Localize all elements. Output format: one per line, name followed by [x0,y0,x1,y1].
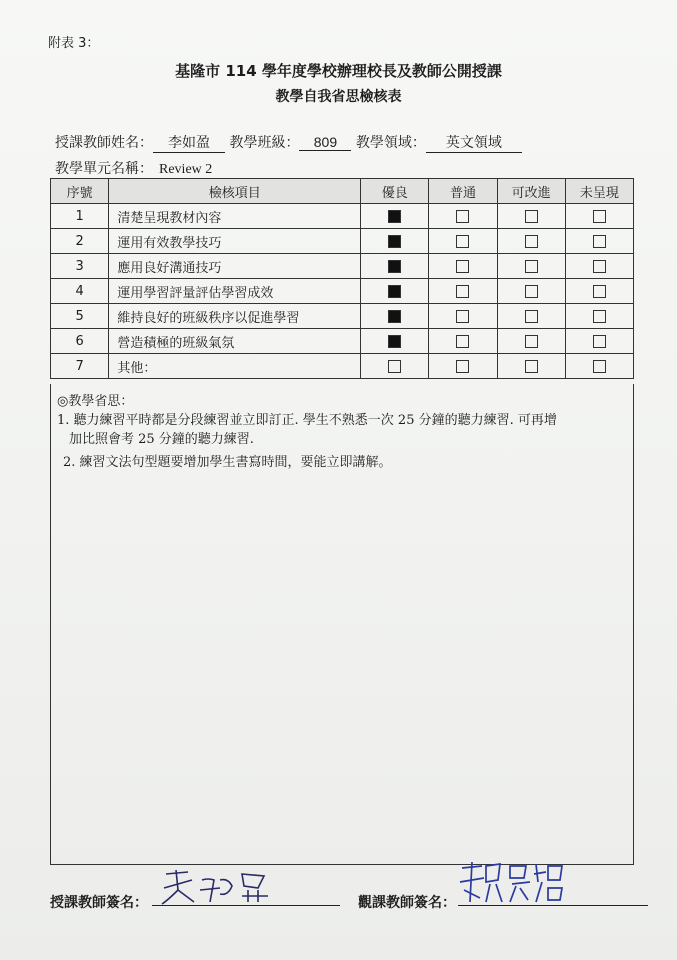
mark-cell-excellent [361,254,429,279]
mark-cell-average [429,204,497,229]
table-row [51,229,634,254]
domain-label: 教學領域： [355,135,426,151]
mark-cell-not-shown [565,254,633,279]
row-number: 2 [51,229,109,254]
mark-cell-excellent [361,229,429,254]
table-row [51,304,634,329]
row-number: 1 [51,204,109,229]
document-title: 基隆市 114 學年度學校辦理校長及教師公開授課 [175,62,502,80]
header-excellent: 優良 [361,179,429,204]
mark-cell-average [429,254,497,279]
row-number: 3 [51,254,109,279]
empty-box-icon [593,285,606,298]
empty-box-icon [593,360,606,373]
empty-box-icon [525,235,538,248]
row-item: 應用良好溝通技巧 [109,254,361,279]
checked-box-icon [388,210,401,223]
mark-cell-average [429,279,497,304]
row-number: 7 [51,354,109,379]
empty-box-icon [456,310,469,323]
mark-cell-not-shown [565,329,633,354]
mark-cell-excellent [361,304,429,329]
mark-cell-excellent [361,354,429,379]
unit-row [55,158,243,179]
checked-box-icon [388,310,401,323]
mark-cell-not-shown [565,304,633,329]
header-item: 檢核項目 [109,179,361,204]
mark-cell-average [429,304,497,329]
mark-cell-improvable [497,329,565,354]
appendix-label: 附表 3： [48,36,100,51]
mark-cell-not-shown [565,354,633,379]
checked-box-icon [388,335,401,348]
info-row [55,132,522,153]
empty-box-icon [525,335,538,348]
empty-box-icon [456,210,469,223]
table-row [51,329,634,354]
mark-cell-excellent [361,329,429,354]
table-row [51,354,634,379]
mark-cell-not-shown [565,204,633,229]
teacher-name-value: 李如盈 [153,132,225,153]
teacher-name-label: 授課教師姓名： [55,135,153,151]
mark-cell-improvable [497,354,565,379]
row-item: 清楚呈現教材內容 [109,204,361,229]
empty-box-icon [593,260,606,273]
mark-cell-improvable [497,254,565,279]
empty-box-icon [456,235,469,248]
checklist-table [50,178,634,379]
table-header-row [51,179,634,204]
row-number: 6 [51,329,109,354]
document-subtitle: 教學自我省思檢核表 [275,89,402,105]
reflection-line-1b: 加比照會考 25 分鐘的聽力練習. [69,432,254,447]
empty-box-icon [593,310,606,323]
empty-box-icon [525,310,538,323]
row-item: 維持良好的班級秩序以促進學習 [109,304,361,329]
mark-cell-excellent [361,204,429,229]
empty-box-icon [388,360,401,373]
mark-cell-average [429,354,497,379]
row-number: 4 [51,279,109,304]
reflection-box [50,384,634,865]
header-average: 普通 [429,179,497,204]
row-item: 運用學習評量評估學習成效 [109,279,361,304]
row-item: 營造積極的班級氣氛 [109,329,361,354]
class-label: 教學班級： [229,135,300,151]
teacher-signature-label: 授課教師簽名： [50,895,148,911]
checked-box-icon [388,260,401,273]
mark-cell-excellent [361,279,429,304]
empty-box-icon [456,260,469,273]
row-item: 運用有效教學技巧 [109,229,361,254]
empty-box-icon [456,285,469,298]
mark-cell-improvable [497,304,565,329]
empty-box-icon [525,285,538,298]
mark-cell-average [429,329,497,354]
checked-box-icon [388,285,401,298]
unit-label: 教學單元名稱： [55,161,153,177]
observer-signature-image [456,858,566,908]
empty-box-icon [593,335,606,348]
header-num: 序號 [51,179,109,204]
mark-cell-improvable [497,204,565,229]
reflection-line-1a: 1. 聽力練習平時都是分段練習並立即訂正. 學生不熟悉一次 25 分鐘的聽力練習. 可再增 [57,413,557,428]
mark-cell-improvable [497,279,565,304]
reflection-label: ◎教學省思： [57,394,134,409]
empty-box-icon [525,360,538,373]
empty-box-icon [593,210,606,223]
header-not-shown: 未呈現 [565,179,633,204]
mark-cell-not-shown [565,279,633,304]
empty-box-icon [525,260,538,273]
header-improvable: 可改進 [497,179,565,204]
empty-box-icon [456,360,469,373]
row-item: 其他： [109,354,361,379]
table-row [51,254,634,279]
row-number: 5 [51,304,109,329]
table-row [51,204,634,229]
unit-value: Review 2 [153,162,243,179]
mark-cell-improvable [497,229,565,254]
mark-cell-not-shown [565,229,633,254]
domain-value: 英文領域 [426,132,522,153]
class-value: 809 [299,134,351,151]
table-row [51,279,634,304]
teacher-signature-image [158,866,278,910]
checked-box-icon [388,235,401,248]
mark-cell-average [429,229,497,254]
empty-box-icon [593,235,606,248]
empty-box-icon [456,335,469,348]
reflection-item-2: 2. 練習文法句型題要增加學生書寫時間，要能立即講解。 [63,455,392,470]
observer-signature-label: 觀課教師簽名： [358,895,456,911]
reflection-item-1 [57,411,627,449]
empty-box-icon [525,210,538,223]
